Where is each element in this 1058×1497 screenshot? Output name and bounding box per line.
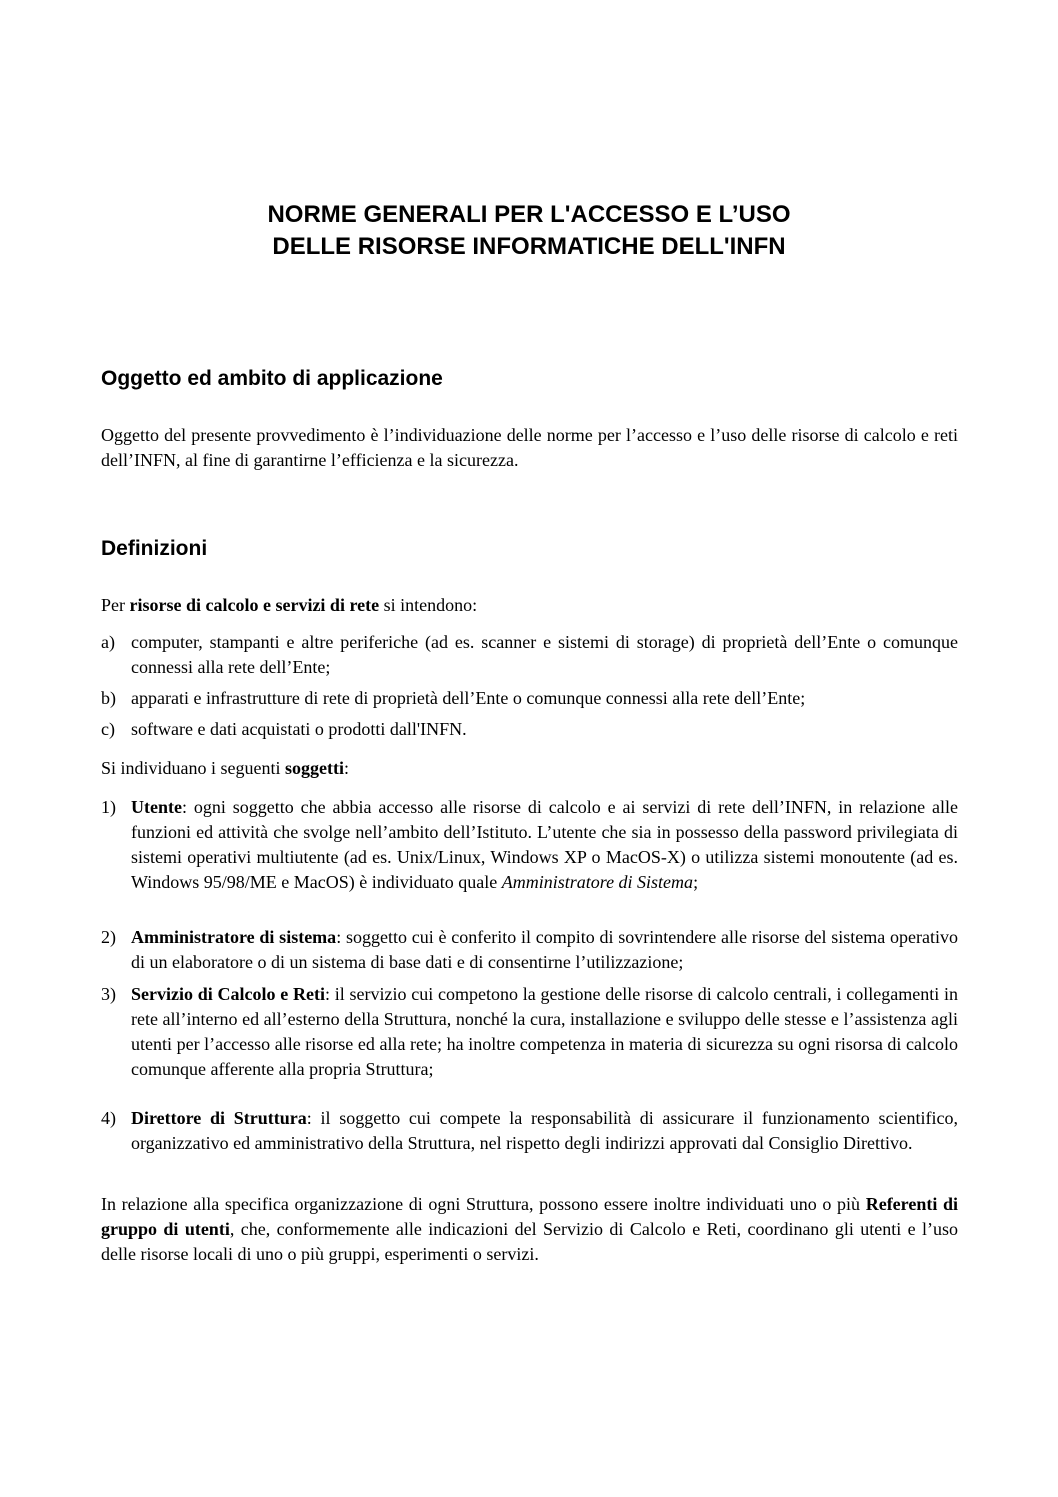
list-marker: c) (101, 719, 115, 739)
title-line-2: DELLE RISORSE INFORMATICHE DELL'INFN (272, 233, 786, 260)
resources-intro (101, 593, 958, 618)
subject-italic-term: Amministratore di Sistema (501, 872, 694, 892)
resource-item-text: computer, stampanti e altre periferiche (ad es. scanner e sistemi di storage) di proprietà dell’Ente o comunque connessi alla rete dell’Ente; (131, 632, 958, 677)
subject-term: Amministratore di sistema (131, 927, 337, 947)
title-line-1: NORME GENERALI PER L'ACCESSO E L’USO (267, 201, 791, 228)
document-title (100, 199, 958, 263)
subject-item-text (131, 982, 958, 1082)
subject-item-text (131, 1106, 958, 1156)
list-marker: 2) (101, 927, 116, 947)
section-oggetto-paragraph: Oggetto del presente provvedimento è l’individuazione delle norme per l’accesso e l’uso delle risorse di calcolo e reti dell’INFN, al fine di garantirne l’efficienza e la sicurezza. (101, 425, 958, 470)
subject-definition: : il servizio cui competono la gestione delle risorse di calcolo centrali, i collegamenti in rete all’interno ed all’esterno della Struttura, nonché la cura, installazione e sviluppo delle stesse e l’assistenza agli utenti per l’accesso alle risorse ed alla rete; ha inoltre competenza in materia di sicurezza su ogni risorsa di calcolo comunque afferente alla propria Struttura; (131, 984, 958, 1079)
resource-item-c (101, 717, 958, 742)
subject-item-3 (101, 982, 958, 1082)
subjects-intro-pre: Si individuano i seguenti (101, 758, 285, 778)
subjects-intro-post: : (343, 758, 349, 778)
resource-item-text: apparati e infrastrutture di rete di proprietà dell’Ente o comunque connessi alla rete dell’Ente; (131, 688, 806, 708)
subject-definition-tail: ; (693, 872, 699, 892)
resources-intro-post: si intendono: (379, 595, 478, 615)
closing-paragraph (101, 1192, 958, 1267)
resource-item-text: software e dati acquistati o prodotti dall'INFN. (131, 719, 467, 739)
subject-item-2 (101, 925, 958, 975)
resource-item-b (101, 686, 958, 711)
list-marker: 4) (101, 1108, 116, 1128)
list-marker: 1) (101, 797, 116, 817)
resources-intro-term: risorse di calcolo e servizi di rete (129, 595, 380, 615)
closing-post: , che, conformemente alle indicazioni del Servizio di Calcolo e Reti, coordinano gli utenti e l’uso delle risorse locali di uno o più gruppi, esperimenti o servizi. (101, 1219, 958, 1264)
list-marker: 3) (101, 984, 116, 1004)
subject-definition: : soggetto cui è conferito il compito di sovrintendere alle risorse del sistema operativo di un elaboratore o di un sistema di base dati e di consentirne l’utilizzazione; (131, 927, 959, 972)
subject-item-text (131, 795, 958, 895)
subject-definition: : il soggetto cui compete la responsabilità di assicurare il funzionamento scientifico, organizzativo ed amministrativo della Struttura, nel rispetto degli indirizzi approvati dal Consiglio Direttivo. (131, 1108, 958, 1153)
subject-item-1 (101, 795, 958, 895)
list-marker: b) (101, 688, 116, 708)
subject-term: Servizio di Calcolo e Reti (131, 984, 326, 1004)
list-marker: a) (101, 632, 115, 652)
subject-term: Utente (131, 797, 182, 817)
closing-term: Referenti di gruppo di utenti (101, 1194, 958, 1239)
subject-item-4 (101, 1106, 958, 1156)
resources-intro-pre: Per (101, 595, 130, 615)
subjects-intro (101, 756, 958, 781)
closing-pre: In relazione alla specifica organizzazione di ogni Struttura, possono essere inoltre individuati uno o più (101, 1194, 866, 1214)
section-heading-definizioni: Definizioni (101, 537, 208, 560)
subject-item-text (131, 925, 958, 975)
subject-term: Direttore di Struttura (131, 1108, 307, 1128)
subject-definition: : ogni soggetto che abbia accesso alle risorse di calcolo e ai servizi di rete dell’INFN, in relazione alle funzioni ed attività che svolge nell’ambito dell’Istituto. L’utente che sia in possesso della password privilegiata di sistemi operativi multiutente (ad es. Unix/Linux, Windows XP o MacOS-X) o utilizza sistemi monoutente (ad es. Windows 95/98/ME e MacOS) è individuato quale (131, 797, 958, 892)
subjects-intro-term: soggetti (285, 758, 344, 778)
section-heading-oggetto: Oggetto ed ambito di applicazione (101, 367, 443, 390)
resource-item-a (101, 630, 958, 680)
